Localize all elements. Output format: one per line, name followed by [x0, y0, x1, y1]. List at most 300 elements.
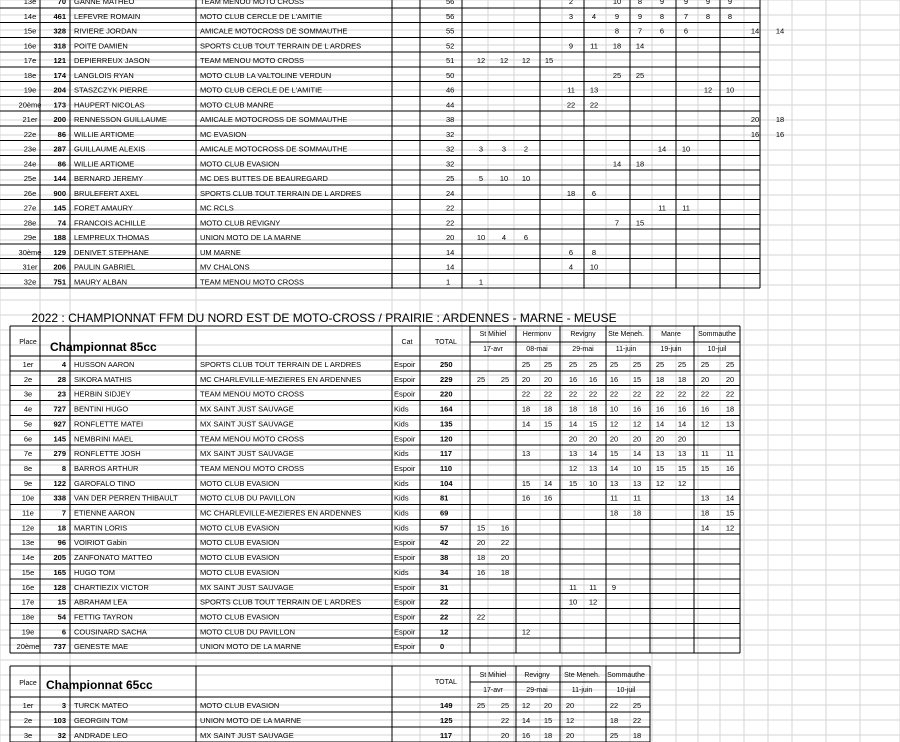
race-points: 12 [703, 85, 713, 95]
rider-number: 86 [57, 129, 66, 139]
race-points: 14 [657, 144, 667, 154]
race-points: 10 [568, 597, 578, 607]
race-points: 15 [543, 716, 553, 725]
event-date-header: 19-juin [660, 346, 682, 353]
race-points: 15 [521, 478, 531, 488]
race-points: 13 [589, 85, 599, 95]
event-date-header: 17-avr [483, 346, 503, 353]
rider-name: HUSSON AARON [74, 360, 135, 369]
club-name: MOTO CLUB CERCLE DE L'AMITIE [200, 11, 323, 21]
race-points: 9 [683, 0, 689, 6]
total-points: 164 [440, 404, 453, 414]
race-points: 2 [523, 144, 529, 154]
race-points: 22 [632, 716, 642, 725]
club-name: AMICALE MOTOCROSS DE SOMMAUTHE [200, 144, 348, 154]
race-points: 14 [725, 493, 735, 503]
race-points: 25 [700, 360, 710, 369]
race-points: 22 [700, 389, 710, 399]
race-points: 15 [635, 218, 645, 228]
total-points: 55 [446, 26, 455, 36]
event-date-header: 17-avr [483, 687, 503, 694]
category-cell: Espoir [394, 627, 416, 637]
race-points: 22 [500, 538, 510, 548]
place-cell: 19e [23, 85, 37, 95]
rider-number: 188 [53, 233, 66, 242]
total-points: 38 [446, 115, 455, 124]
club-name: TEAM MENOU MOTO CROSS [200, 277, 305, 287]
race-points: 3 [478, 144, 484, 154]
race-points: 18 [677, 374, 687, 384]
total-points: 32 [446, 144, 455, 154]
rider-name: COUSINARD SACHA [74, 627, 147, 637]
standing-row [0, 233, 760, 244]
event-name-header: St Mihiel [479, 331, 507, 338]
place-cell: 16e [23, 41, 37, 51]
total-points: 51 [446, 56, 455, 65]
total-points: 120 [440, 434, 453, 444]
rider-name: VOIRIOT Gabin [74, 538, 127, 548]
club-name: MX SAINT JUST SAUVAGE [200, 731, 294, 740]
race-points: 10 [725, 85, 735, 95]
race-points: 6 [659, 26, 665, 36]
total-points: 44 [446, 100, 455, 110]
race-points: 12 [725, 523, 735, 533]
race-points: 6 [523, 233, 529, 242]
race-points: 10 [632, 463, 642, 473]
total-points: 135 [440, 419, 453, 429]
standing-row [10, 701, 650, 712]
place-cell: 9e [23, 478, 33, 488]
race-points: 11 [633, 493, 641, 503]
place-header: Place [19, 680, 37, 687]
rider-name: MARTIN LORIS [74, 523, 128, 533]
race-points: 16 [500, 523, 510, 533]
race-points: 22 [588, 389, 598, 399]
standing-row [0, 12, 760, 23]
total-points: 81 [440, 493, 449, 503]
race-points: 22 [609, 389, 619, 399]
standing-row [0, 204, 760, 215]
rider-name: HERBIN SIDJEY [74, 389, 131, 399]
race-points: 11 [682, 203, 690, 213]
total-header: TOTAL [435, 679, 457, 686]
race-points: 20 [588, 434, 598, 444]
race-points: 15 [476, 523, 486, 533]
race-points: 6 [683, 26, 689, 36]
race-points: 15 [700, 463, 710, 473]
race-points: 22 [566, 100, 576, 110]
event-name-header: Manre [661, 331, 681, 338]
rider-number: 103 [53, 716, 66, 725]
place-cell: 6e [23, 434, 33, 444]
place-cell: 18e [21, 612, 35, 622]
race-points: 10 [499, 174, 509, 183]
race-points: 8 [659, 11, 665, 21]
total-points: 32 [446, 129, 455, 139]
total-points: 50 [446, 70, 455, 80]
rider-name: WILLIE ARTIOME [74, 159, 135, 169]
race-points: 15 [655, 463, 665, 473]
standing-row [0, 263, 760, 274]
race-points: 18 [775, 115, 785, 124]
event-name-header: Sommauthe [607, 672, 645, 679]
race-points: 22 [568, 389, 578, 399]
rider-number: 8 [61, 463, 66, 473]
total-points: 1 [446, 277, 451, 287]
rider-number: 751 [53, 277, 66, 287]
race-points: 12 [521, 56, 531, 65]
race-points: 12 [632, 419, 642, 429]
race-points: 14 [612, 159, 622, 169]
rider-number: 3 [61, 701, 66, 710]
club-name: MC EVASION [200, 129, 247, 139]
total-points: 149 [440, 701, 453, 710]
race-points: 11 [589, 582, 597, 592]
club-name: TEAM MENOU MOTO CROSS [200, 56, 305, 65]
race-points: 14 [609, 463, 619, 473]
race-points: 20 [750, 115, 760, 124]
race-points: 12 [609, 419, 619, 429]
rider-name: GEORGIN TOM [74, 716, 128, 725]
event-name-header: St Mihiel [479, 672, 507, 679]
race-points: 20 [700, 374, 710, 384]
club-name: MC DES BUTTES DE BEAUREGARD [200, 174, 328, 183]
place-cell: 2e [23, 374, 33, 384]
race-points: 14 [750, 26, 760, 36]
race-points: 15 [544, 56, 554, 65]
total-points: 25 [446, 174, 455, 183]
race-points: 13 [568, 449, 578, 459]
race-points: 18 [543, 731, 553, 740]
race-points: 4 [501, 233, 507, 242]
category-cell: Kids [394, 449, 409, 459]
standing-row [0, 277, 760, 288]
category-cell: Espoir [394, 597, 416, 607]
rider-number: 145 [53, 203, 66, 213]
total-points: 117 [440, 731, 453, 740]
place-cell: 3e [23, 389, 33, 399]
club-name: TEAM MENOU MOTO CROSS [200, 0, 305, 6]
race-points: 18 [632, 731, 642, 740]
race-points: 20 [476, 538, 486, 548]
rider-number: 15 [57, 597, 66, 607]
race-points: 10 [588, 478, 598, 488]
rider-name: SIKORA MATHIS [74, 374, 132, 384]
category-cell: Espoir [394, 374, 416, 384]
race-points: 16 [677, 404, 687, 414]
race-points: 10 [681, 144, 691, 154]
race-points: 13 [655, 449, 665, 459]
race-points: 20 [568, 434, 578, 444]
race-points: 18 [609, 508, 619, 518]
category-cell: Espoir [394, 434, 416, 444]
race-points: 11 [658, 203, 666, 213]
total-points: 220 [440, 389, 453, 399]
race-points: 13 [700, 493, 710, 503]
race-points: 25 [612, 70, 622, 80]
total-points: 46 [446, 85, 455, 95]
race-points: 22 [500, 716, 510, 725]
place-header: Place [19, 339, 37, 346]
race-points: 8 [705, 11, 711, 21]
rider-number: 279 [53, 449, 66, 459]
race-points: 9 [727, 0, 733, 6]
race-points: 22 [632, 389, 642, 399]
club-name: MX SAINT JUST SAUVAGE [200, 449, 294, 459]
race-points: 25 [632, 360, 642, 369]
rider-number: 205 [53, 553, 66, 563]
rider-name: GANNE MATHEO [74, 0, 135, 6]
rider-number: 121 [53, 56, 66, 65]
rider-name: MAURY ALBAN [74, 277, 128, 287]
category-cell: Espoir [394, 612, 416, 622]
total-points: 250 [440, 360, 453, 369]
total-points: 34 [440, 567, 449, 577]
race-points: 20 [500, 731, 510, 740]
club-name: AMICALE MOTOCROSS DE SOMMAUTHE [200, 26, 348, 36]
rider-number: 737 [53, 642, 66, 652]
race-points: 12 [499, 56, 509, 65]
rider-name: CHARTIEZIX VICTOR [74, 582, 149, 592]
race-points: 10 [521, 174, 531, 183]
race-points: 22 [609, 701, 619, 710]
total-points: 22 [446, 203, 455, 213]
club-name: MOTO CLUB EVASION [200, 567, 280, 577]
race-points: 25 [588, 360, 598, 369]
place-cell: 11e [22, 508, 34, 518]
event-date-header: 11-juin [615, 346, 637, 353]
championship-65cc-title: Championnat 65cc [46, 678, 153, 692]
rider-name: HAUPERT NICOLAS [74, 100, 145, 110]
race-points: 12 [677, 478, 687, 488]
standing-row [0, 86, 760, 97]
total-points: 110 [440, 463, 453, 473]
race-points: 14 [521, 419, 531, 429]
place-cell: 10e [21, 493, 35, 503]
rider-name: BRULEFERT AXEL [74, 188, 140, 198]
race-points: 12 [568, 463, 578, 473]
race-points: 16 [750, 129, 760, 139]
standing-row [0, 100, 760, 111]
club-name: MOTO CLUB EVASION [200, 553, 280, 563]
place-cell: 19e [21, 627, 35, 637]
place-cell: 32e [23, 277, 37, 287]
rider-number: 74 [57, 218, 66, 228]
rider-name: FORET AMAURY [74, 203, 133, 213]
total-points: 14 [446, 247, 455, 257]
total-points: 69 [440, 508, 449, 518]
standing-row [0, 41, 760, 52]
total-points: 125 [440, 716, 453, 725]
place-cell: 17e [21, 597, 35, 607]
race-points: 9 [614, 11, 620, 21]
race-points: 13 [677, 449, 687, 459]
race-points: 18 [568, 404, 578, 414]
place-cell: 28e [23, 218, 37, 228]
race-points: 12 [655, 478, 665, 488]
race-points: 10 [609, 404, 619, 414]
race-points: 18 [612, 41, 622, 51]
race-points: 16 [655, 404, 665, 414]
race-points: 16 [543, 493, 553, 503]
event-name-header: Revigny [570, 331, 596, 338]
club-name: TEAM MENOU MOTO CROSS [200, 463, 305, 473]
race-points: 11 [701, 449, 709, 459]
rider-number: 173 [53, 100, 66, 110]
race-points: 22 [677, 389, 687, 399]
event-date-header: 29-mai [526, 687, 548, 694]
total-points: 14 [446, 262, 455, 272]
rider-name: RONFLETTE MATEI [74, 419, 144, 429]
race-points: 7 [683, 11, 689, 21]
rider-name: BENTINI HUGO [74, 404, 129, 414]
race-points: 14 [775, 26, 785, 36]
rider-name: VAN DER PERREN THIBAULT [74, 493, 178, 503]
rider-number: 727 [53, 404, 66, 414]
place-cell: 14e [23, 11, 37, 21]
place-cell: 12e [21, 523, 35, 533]
place-cell: 29e [23, 233, 37, 242]
club-name: MC CHARLEVILLE-MEZIERES EN ARDENNES [200, 374, 362, 384]
rider-number: 32 [57, 731, 66, 740]
rider-name: LANGLOIS RYAN [74, 70, 134, 80]
standing-row [0, 218, 760, 229]
race-points: 25 [725, 360, 735, 369]
total-points: 56 [446, 11, 455, 21]
total-points: 38 [440, 553, 449, 563]
club-name: SPORTS CLUB TOUT TERRAIN DE L ARDRES [200, 597, 362, 607]
rider-number: 174 [53, 70, 66, 80]
club-name: MX SAINT JUST SAUVAGE [200, 582, 294, 592]
race-points: 11 [567, 85, 575, 95]
race-points: 4 [591, 11, 597, 21]
race-points: 15 [543, 419, 553, 429]
race-points: 18 [543, 404, 553, 414]
event-date-header: 08-mai [526, 346, 548, 353]
total-points: 31 [440, 582, 449, 592]
rider-number: 204 [53, 85, 66, 95]
race-points: 25 [677, 360, 687, 369]
race-points: 18 [476, 553, 486, 563]
race-points: 22 [543, 389, 553, 399]
race-points: 9 [611, 582, 617, 592]
race-points: 14 [632, 449, 642, 459]
rider-number: 122 [53, 478, 66, 488]
club-name: MOTO CLUB MANRE [200, 100, 274, 110]
race-points: 15 [609, 449, 619, 459]
race-points: 20 [655, 434, 665, 444]
total-points: 22 [446, 218, 455, 228]
race-points: 2 [568, 0, 574, 6]
race-points: 12 [588, 597, 598, 607]
race-points: 20 [565, 731, 575, 740]
rider-name: FRANCOIS ACHILLE [74, 218, 146, 228]
place-cell: 1er [22, 701, 34, 710]
rider-number: 144 [53, 174, 66, 183]
race-points: 9 [705, 0, 711, 6]
race-points: 16 [609, 374, 619, 384]
club-name: MC RCLS [200, 203, 234, 213]
club-name: MOTO CLUB LA VALTOLINE VERDUN [200, 70, 332, 80]
rider-number: 206 [53, 262, 66, 272]
race-points: 12 [565, 716, 575, 725]
place-cell: 20ème [16, 642, 40, 652]
rider-name: RONFLETTE JOSH [74, 449, 141, 459]
race-points: 25 [568, 360, 578, 369]
race-points: 25 [476, 374, 486, 384]
rider-name: NEMBRINI MAEL [74, 434, 134, 444]
rider-number: 70 [57, 0, 66, 6]
rider-number: 145 [53, 434, 66, 444]
category-cell: Kids [394, 419, 409, 429]
rider-name: GAROFALO TINO [74, 478, 136, 488]
race-points: 5 [478, 174, 484, 183]
race-points: 15 [632, 374, 642, 384]
rider-number: 96 [57, 538, 66, 548]
race-points: 6 [591, 188, 597, 198]
race-points: 15 [677, 463, 687, 473]
rider-name: ANDRADE LEO [74, 731, 128, 740]
category-cell: Espoir [394, 463, 416, 473]
total-points: 57 [440, 523, 449, 533]
event-name-header: Hermonv [522, 331, 552, 338]
place-cell: 15e [21, 567, 35, 577]
club-name: UNION MOTO DE LA MARNE [200, 642, 302, 652]
race-points: 20 [543, 374, 553, 384]
rider-number: 338 [53, 493, 66, 503]
category-cell: Espoir [394, 389, 416, 399]
race-points: 20 [632, 434, 642, 444]
rider-name: GUILLAUME ALEXIS [74, 144, 146, 154]
club-name: MOTO CLUB REVIGNY [200, 218, 281, 228]
race-points: 25 [655, 360, 665, 369]
race-points: 18 [700, 508, 710, 518]
place-cell: 1er [22, 360, 34, 369]
club-name: MX SAINT JUST SAUVAGE [200, 404, 294, 414]
standing-row [10, 731, 650, 742]
race-points: 22 [476, 612, 486, 622]
event-date-header: 29-mai [572, 346, 594, 353]
rider-number: 54 [57, 612, 66, 622]
total-points: 42 [440, 538, 449, 548]
race-points: 18 [632, 508, 642, 518]
total-points: 104 [440, 478, 453, 488]
place-cell: 30ème [18, 247, 42, 257]
race-points: 25 [521, 360, 531, 369]
club-name: SPORTS CLUB TOUT TERRAIN DE L ARDRES [200, 41, 362, 51]
race-points: 14 [543, 478, 553, 488]
rider-number: 200 [53, 115, 66, 124]
place-cell: 15e [23, 26, 37, 36]
event-date-header: 10-juil [616, 687, 636, 694]
rider-number: 6 [61, 627, 66, 637]
race-points: 22 [589, 100, 599, 110]
race-points: 20 [521, 374, 531, 384]
rider-number: 287 [53, 144, 66, 154]
race-points: 12 [476, 56, 486, 65]
place-cell: 7e [23, 449, 33, 459]
standing-row [0, 71, 760, 82]
rider-number: 23 [57, 389, 66, 399]
race-points: 8 [591, 247, 597, 257]
place-cell: 5e [23, 419, 33, 429]
race-points: 22 [521, 389, 531, 399]
race-points: 22 [655, 389, 665, 399]
race-points: 16 [521, 731, 531, 740]
club-name: MOTO CLUB EVASION [200, 538, 280, 548]
race-points: 25 [609, 360, 619, 369]
club-name: UM MARNE [200, 247, 241, 257]
